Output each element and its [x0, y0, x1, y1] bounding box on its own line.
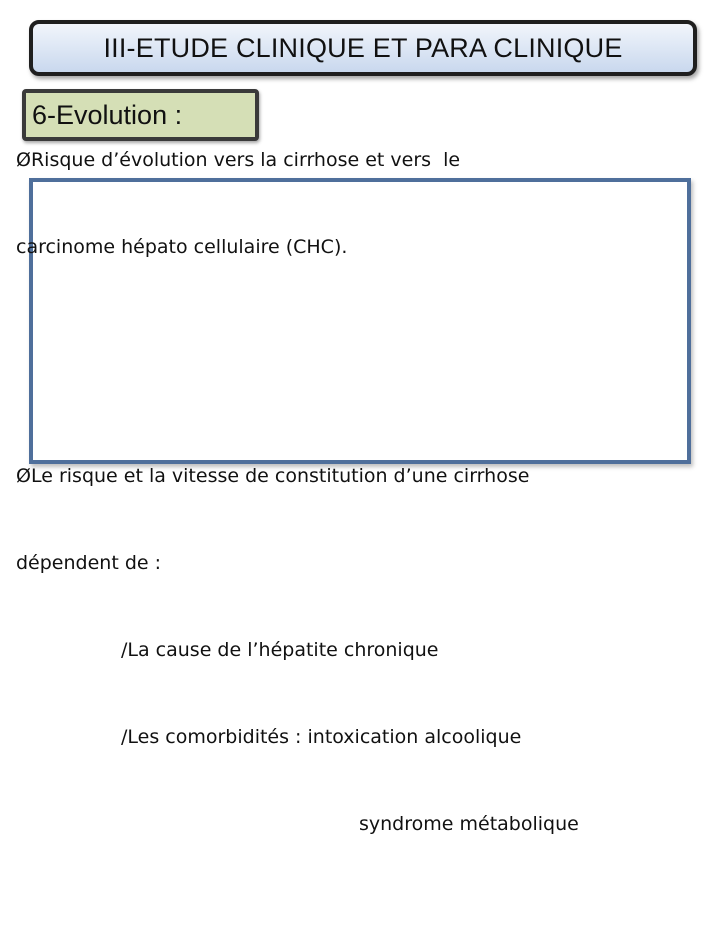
section-heading: 6-Evolution :	[32, 99, 183, 130]
p2-line-1: Le risque et la vitesse de constitution d’une cirrhose	[30, 465, 530, 487]
arrow-bullet-icon: Ø	[16, 149, 31, 171]
p2-line-4: /Les comorbidités : intoxication alcoolique	[121, 726, 522, 748]
p2-line-3: /La cause de l’hépatite chronique	[121, 639, 439, 661]
arrow-bullet-icon: Ø	[16, 465, 31, 487]
paragraph-2	[16, 404, 666, 897]
p2-line-5: syndrome métabolique	[359, 813, 579, 835]
slide-title: III-ETUDE CLINIQUE ET PARA CLINIQUE	[103, 32, 623, 63]
p2-line-2: dépendent de :	[16, 552, 162, 574]
p1-line-2: carcinome hépato cellulaire (CHC).	[16, 236, 348, 258]
p1-line-1: Risque d’évolution vers la cirrhose et vers le	[30, 149, 461, 171]
content-text	[16, 30, 666, 926]
paragraph-1	[16, 88, 666, 320]
